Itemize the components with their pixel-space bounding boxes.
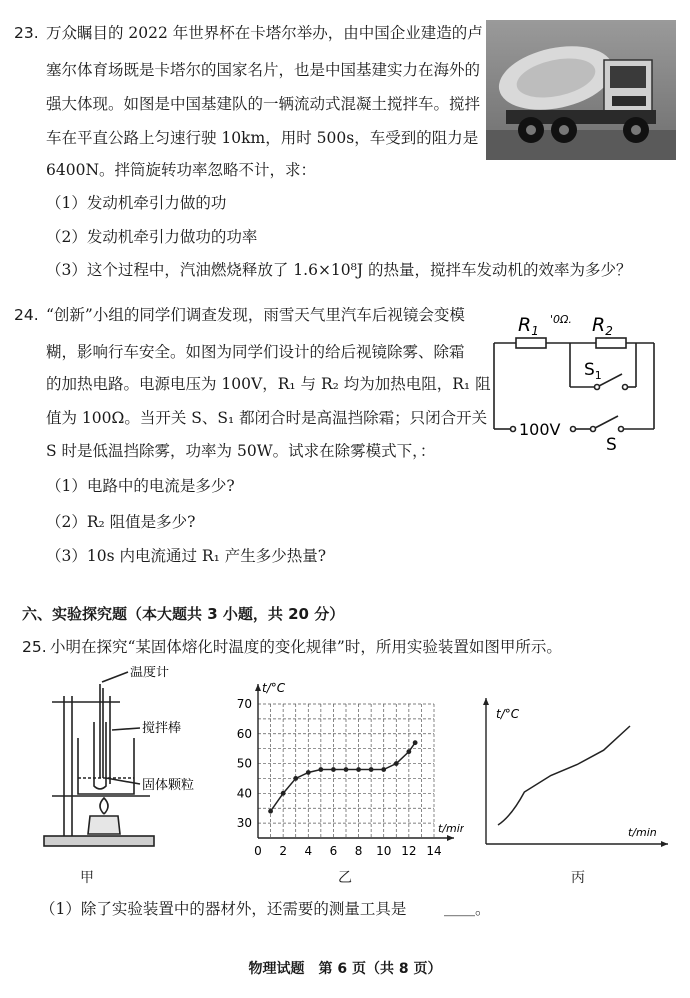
y-axis-label: t/°C (262, 681, 286, 695)
r2-label: $R_2$ (592, 314, 613, 338)
apparatus-figure (30, 666, 230, 856)
x-tick-label: 12 (401, 844, 417, 858)
data-point (356, 767, 361, 772)
data-point (394, 761, 399, 766)
q24-line-4: 值为 100Ω。当开关 S、S₁ 都闭合时是高温挡除霜；只闭合开关 (46, 409, 488, 427)
q23-number: 23. (14, 24, 39, 42)
q25-sub-1: （1）除了实验装置中的器材外，还需要的测量工具是 (40, 900, 407, 918)
x-tick-label: 6 (329, 844, 338, 858)
data-point (381, 767, 386, 772)
q24-line-3: 的加热电路。电源电压为 100V，R₁ 与 R₂ 均为加热电阻，R₁ 阻 (46, 375, 491, 393)
data-point (281, 791, 286, 796)
x-tick-label: 4 (304, 844, 313, 858)
x-tick-label: 14 (426, 844, 442, 858)
y-axis-label: t/°C (496, 707, 520, 721)
data-point (331, 767, 336, 772)
q24-line-1: “创新”小组的同学们调查发现，雨雪天气里汽车后视镜会变模 (46, 306, 465, 324)
q24-line-2: 糊，影响行车安全。如图为同学们设计的给后视镜除雾、除霜 (46, 343, 465, 361)
x-axis-arrow (447, 835, 454, 841)
thermometer-label: 温度计 (130, 666, 170, 680)
data-point (344, 767, 349, 772)
r1-resistor (516, 338, 546, 348)
q23-line-2: 塞尔体育场既是卡塔尔的国家名片，也是中国基建实力在海外的 (46, 61, 481, 79)
x-axis-arrow (661, 841, 668, 847)
q24-sub-1: （1）电路中的电流是多少? (46, 477, 235, 495)
data-point (406, 749, 411, 754)
y-axis-arrow (483, 698, 489, 705)
s1-label: $S_1$ (584, 360, 602, 382)
q23-line-3: 强大体现。如图是中国基建队的一辆流动式混凝土搅拌车。搅拌 (46, 95, 481, 113)
x-tick-label: 8 (354, 844, 363, 858)
figure-bing-caption: 丙 (571, 870, 585, 886)
x-tick-label: 0 (254, 844, 262, 858)
page-footer: 物理试题 第 6 页（共 8 页） (248, 961, 442, 977)
q24-line-5: S 时是低温挡除雾，功率为 50W。试求在除雾模式下，： (46, 442, 436, 460)
q25-number: 25. (22, 638, 47, 656)
x-tick-label: 10 (376, 844, 392, 858)
r2-resistor (596, 338, 626, 348)
data-point (293, 776, 298, 781)
series-line (271, 743, 416, 811)
q23-line-1: 万众瞩目的 2022 年世界杯在卡塔尔举办，由中国企业建造的卢 (46, 24, 483, 42)
q24-sub-3: （3）10s 内电流通过 R₁ 产生多少热量? (46, 547, 327, 565)
chart-bing (478, 696, 682, 856)
stirrer-label: 搅拌棒 (142, 721, 182, 736)
figure-jia-caption: 甲 (80, 870, 94, 886)
y-tick-label: 40 (236, 786, 252, 801)
y-axis-arrow (255, 684, 261, 691)
heating-circuit-diagram (486, 305, 671, 455)
voltage-label: 100V (519, 420, 561, 439)
y-tick-label: 60 (236, 726, 252, 741)
y-tick-label: 50 (236, 756, 252, 771)
data-point (413, 740, 418, 745)
q25-sub-1-blank: ＿＿。 (444, 900, 491, 918)
y-tick-label: 30 (236, 816, 252, 831)
x-tick-label: 2 (279, 844, 287, 858)
concrete-mixer-truck-photo (486, 20, 676, 160)
data-point (318, 767, 323, 772)
r1-label: $R_1$ (518, 314, 539, 338)
q23-sub-3: （3）这个过程中，汽油燃烧释放了 1.6×10⁸J 的热量，搅拌车发动机的效率为多少？ (46, 261, 632, 279)
particles-label: 固体颗粒 (142, 778, 195, 793)
s-label: S (606, 435, 617, 455)
q24-sub-2: （2）R₂ 阻值是多少? (46, 513, 196, 531)
chart-yi (232, 678, 464, 868)
q23-line-5: 6400N。拌筒旋转功率忽略不计，求： (46, 161, 317, 179)
q23-sub-1: （1）发动机牵引力做的功 (46, 194, 227, 212)
section-6-title: 六、实验探究题（本大题共 3 小题，共 20 分） (22, 605, 345, 623)
data-point (369, 767, 374, 772)
series-curve (498, 726, 630, 825)
q25-line: 小明在探究“某固体熔化时温度的变化规律”时，所用实验装置如图甲所示。 (50, 638, 562, 656)
x-axis-label: t/min (438, 822, 464, 835)
q23-sub-2: （2）发动机牵引力做功的功率 (46, 228, 258, 246)
data-point (306, 770, 311, 775)
figure-yi-caption: 乙 (338, 870, 352, 886)
data-point (268, 809, 273, 814)
q23-line-4: 车在平直公路上匀速行驶 10km，用时 500s，车受到的阻力是 (46, 129, 479, 147)
y-tick-label: 70 (236, 697, 252, 711)
handwritten-note: '0Ω. (550, 313, 572, 326)
q24-number: 24. (14, 306, 39, 324)
x-axis-label: t/min (628, 826, 657, 839)
